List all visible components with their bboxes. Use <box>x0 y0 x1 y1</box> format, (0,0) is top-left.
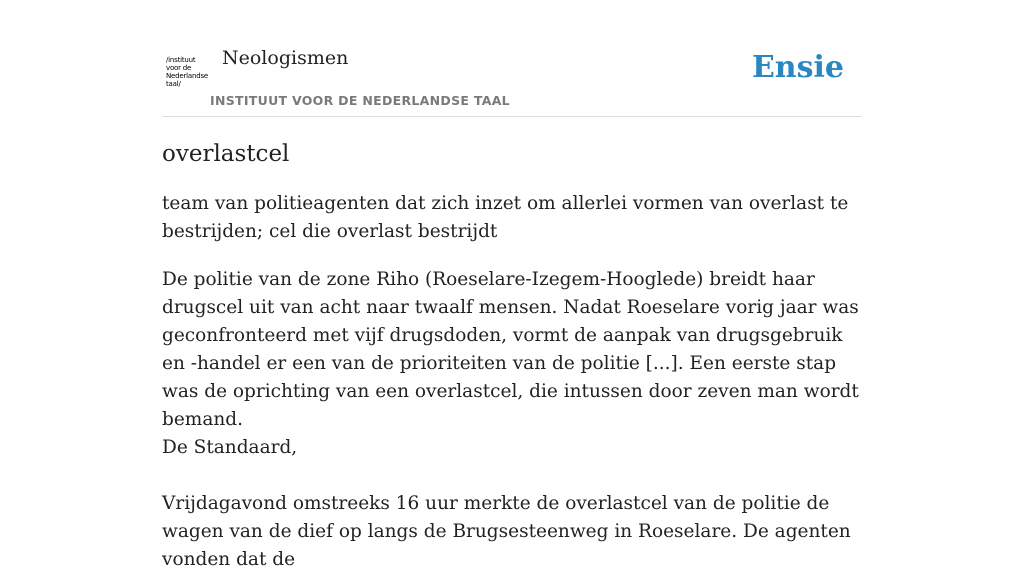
logo-line: Nederlandse <box>166 72 209 80</box>
site-subtitle: INSTITUUT VOOR DE NEDERLANDSE TAAL <box>210 93 510 108</box>
entry-term: overlastcel <box>162 141 290 167</box>
institute-logo[interactable] <box>166 56 210 88</box>
quote-spacer <box>162 462 862 490</box>
quote-source: De Standaard, <box>162 437 298 458</box>
site-title[interactable]: Neologismen <box>222 47 349 69</box>
logo-line: voor de <box>166 64 192 72</box>
quote-text: De politie van de zone Riho (Roeselare-Izegem-Hooglede) breidt haar drugscel uit van acht naar twaalf mensen. Nadat Roeselare vorig jaar was geconfronteerd met vijf drugsdoden, vormt de aanpak van drugsgebruik en -handel er een van de prioriteiten van de politie [...]. Een eerste stap was de oprichting van een overlastcel, die intussen door zeven man wordt bemand. <box>162 269 859 430</box>
entry-content <box>162 138 862 574</box>
quote-text: Vrijdagavond omstreeks 16 uur merkte de overlastcel van de politie de wagen van de dief op langs de Brugsesteenweg in Roeselare. De agenten vonden dat de <box>162 493 851 570</box>
ensie-link[interactable]: Ensie <box>751 50 844 85</box>
site-header <box>162 40 862 117</box>
logo-line: /instituut <box>166 56 196 64</box>
quote-block <box>162 266 862 574</box>
entry-definition: team van politieagenten dat zich inzet om allerlei vormen van overlast te bestrijden; cel die overlast bestrijdt <box>162 193 849 242</box>
logo-line: taal/ <box>166 80 181 88</box>
